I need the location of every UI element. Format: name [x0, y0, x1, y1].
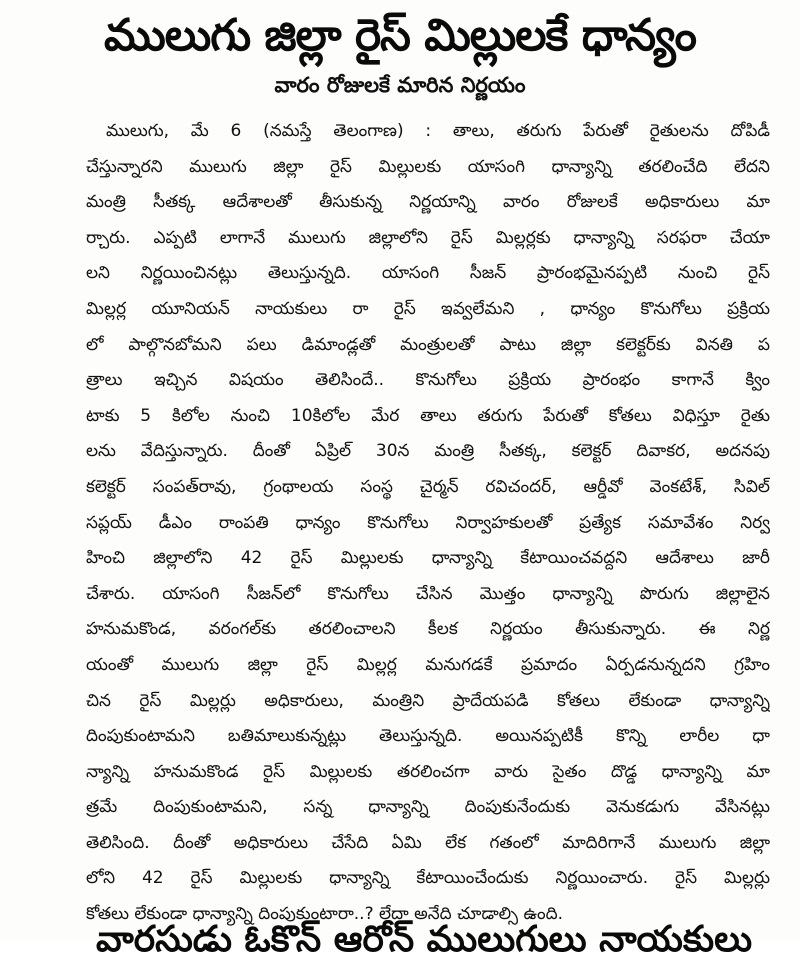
article-line: ములుగు, మే 6 (నమస్తే తెలంగాణ) : తాలు, తరుగు పేరుతో రైతులను దోపిడీ	[106, 121, 770, 141]
next-article-headline: వారసుడు ఓకొన్ ఆరోన్ ములుగులు నాయకులు	[96, 920, 753, 960]
article-line: చేశారు. యాసంగి సీజన్‌లో కొనుగోలు చేసిన మొత్తం ధాన్యాన్ని పొరుగు జిల్లాలైన	[86, 583, 770, 604]
article-line: కలెక్టర్ సంపత్‌రావు, గ్రంథాలయ సంస్థ చైర్మన్ రవిచందర్, ఆర్డీవో వెంకటేశ్, సివిల్	[86, 476, 770, 497]
article-line: లని నిర్ణయించినట్లు తెలుస్తున్నది. యాసంగి సీజన్ ప్రారంభమైనప్పటి నుంచి రైస్	[86, 263, 770, 284]
article-line: మంత్రి సీతక్క ఆదేశాలతో తీసుకున్న నిర్ణయాన్ని వారం రోజులకే అధికారులు మా	[86, 192, 770, 213]
article-line: చిన రైస్ మిల్లర్లు అధికారులు, మంత్రిని ప్రాదేయపడి కోతలు లేకుండా ధాన్యాన్ని	[86, 690, 770, 711]
article-line: మిల్లర్ల యూనియన్ నాయకులు రా రైస్ ఇవ్వలేమని , ధాన్యం కొనుగోలు ప్రక్రియ	[86, 298, 770, 319]
article-line: తెలిసింది. దీంతో అధికారులు చేసేది ఏమి లేక గతంలో మాదిరిగానే ములుగు జిల్లా	[86, 832, 770, 853]
article-line: దింపుకుంటామని బతిమాలుకున్నట్లు తెలుస్తున్నది. అయినప్పటికీ కొన్ని లారీల ధా	[86, 726, 770, 747]
article-line: లను వేదిస్తున్నారు. దీంతో ఏప్రిల్ 30న మంత్రి సీతక్క, కలెక్టర్ దివాకర, అదనపు	[86, 441, 770, 462]
article-line: టాకు 5 కిలోల నుంచి 10కిలోల మేర తాలు తరుగు పేరుతో కోతలు విధిస్తూ రైతు	[86, 405, 770, 426]
article-line: లో పాల్గొనబోమని పలు డిమాండ్లతో మంత్రులతో పాటు జిల్లా కలెక్టర్‌కు వినతి ప	[86, 334, 770, 355]
article-line: న్యాన్ని హనుమకొండ రైస్ మిల్లులకు తరలించగా వారు సైతం దొడ్డ ధాన్యాన్ని మా	[86, 761, 770, 782]
article-line: యంతో ములుగు జిల్లా రైస్ మిల్లర్ల మనుగడకే ప్రమాదం ఏర్పడనున్నదని గ్రహిం	[86, 654, 770, 675]
article-line: హించి జిల్లాలోని 42 రైస్ మిల్లులకు ధాన్యాన్ని కేటాయించవద్దని ఆదేశాలు జారీ	[86, 548, 770, 569]
article-line: త్రాలు ఇచ్చిన విషయం తెలిసిందే.. కొనుగోలు ప్రక్రియ ప్రారంభం కాగానే క్విం	[86, 370, 770, 391]
article-line: హనుమకొండ, వరంగల్‌కు తరలించాలని కీలక నిర్ణయం తీసుకున్నారు. ఈ నిర్ణ	[86, 619, 770, 640]
article-line: చేస్తున్నారని ములుగు జిల్లా రైస్ మిల్లులకు యాసంగి ధాన్యాన్ని తరలించేది లేదని	[86, 156, 770, 177]
article-line: లోని 42 రైస్ మిల్లులకు ధాన్యాన్ని కేటాయించేందుకు నిర్ణయించారు. రైస్ మిల్లర్లు	[86, 868, 770, 889]
headline: ములుగు జిల్లా రైస్ మిల్లులకే ధాన్యం	[104, 10, 696, 61]
article-body	[86, 114, 770, 933]
article-line: సప్లయ్ డీఎం రాంపతి ధాన్యం కొనుగోలు నిర్వాహకులతో ప్రత్యేక సమావేశం నిర్వ	[86, 512, 770, 533]
subheadline: వారం రోజులకే మారిన నిర్ణయం	[274, 73, 526, 97]
article-line: త్రమే దింపుకుంటామని, సన్న ధాన్యాన్ని దింపుకునేందుకు వెనుకడుగు వేసినట్లు	[86, 797, 770, 818]
article-line: ర్చారు. ఎప్పటి లాగానే ములుగు జిల్లాలోని రైస్ మిల్లర్లకు ధాన్యాన్ని సరఫరా చేయా	[86, 227, 770, 248]
article-line: కోతలు లేకుండా ధాన్యాన్ని దింపుకుంటారా..? లేదా అనేది చూడాల్సి ఉంది.	[86, 904, 564, 925]
